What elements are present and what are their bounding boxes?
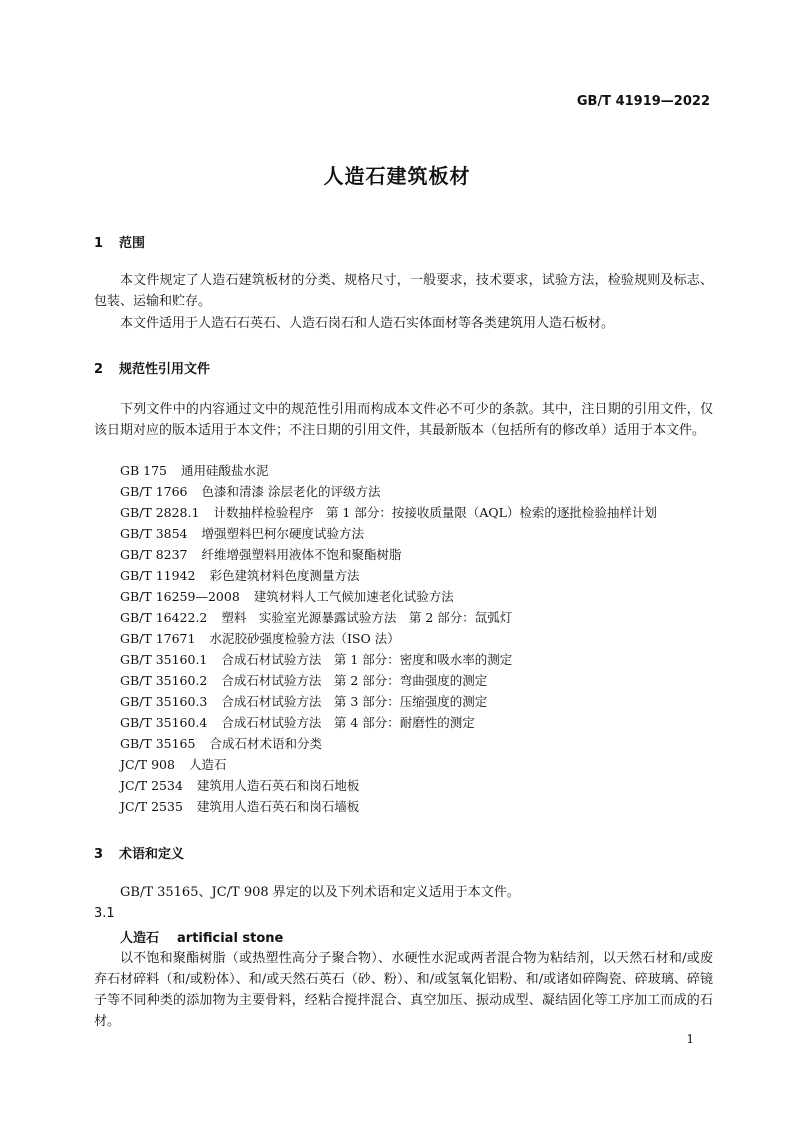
- reference-item: [120, 566, 359, 586]
- reference-item: [120, 713, 475, 733]
- reference-item: [120, 650, 512, 670]
- reference-code: GB/T 17671: [120, 631, 196, 646]
- reference-code: GB/T 16422.2: [120, 610, 208, 625]
- section-3-heading: [94, 843, 184, 862]
- section-1-heading: [94, 232, 145, 251]
- reference-item: [120, 545, 402, 565]
- term-name: [120, 927, 283, 946]
- term-number: 3.1: [94, 906, 115, 921]
- reference-item: [120, 797, 359, 817]
- reference-item: [120, 482, 381, 502]
- reference-title: 通用硅酸盐水泥: [181, 463, 269, 478]
- reference-code: GB/T 3854: [120, 526, 188, 541]
- reference-title: 计数抽样检验程序 第 1 部分：按接收质量限（AQL）检索的逐批检验抽样计划: [213, 505, 657, 520]
- reference-code: GB/T 11942: [120, 568, 196, 583]
- reference-item: [120, 734, 322, 754]
- scope-paragraph-2: 本文件适用于人造石石英石、人造石岗石和人造石实体面材等各类建筑用人造石板材。: [120, 316, 615, 331]
- reference-item: [120, 692, 487, 712]
- reference-item: [120, 608, 512, 628]
- standard-code: GB/T 41919—2022: [576, 94, 710, 109]
- reference-code: GB/T 35160.3: [120, 694, 208, 709]
- reference-title: 人造石: [188, 757, 227, 772]
- reference-title: 建筑材料人工气候加速老化试验方法: [253, 589, 454, 604]
- reference-item: [120, 461, 269, 481]
- reference-title: 合成石材试验方法 第 4 部分：耐磨性的测定: [221, 715, 475, 730]
- reference-title: 纤维增强塑料用液体不饱和聚酯树脂: [201, 547, 402, 562]
- reference-title: 建筑用人造石英石和岗石墙板: [196, 799, 360, 814]
- reference-code: GB/T 1766: [120, 484, 188, 499]
- reference-item: [120, 629, 400, 649]
- reference-item: [120, 755, 226, 775]
- reference-code: JC/T 908: [120, 757, 175, 772]
- reference-title: 增强塑料巴柯尔硬度试验方法: [201, 526, 365, 541]
- reference-title: 塑料 实验室光源暴露试验方法 第 2 部分：氙弧灯: [221, 610, 513, 625]
- term-name-cn: 人造石: [120, 931, 160, 946]
- section-number: 3: [94, 847, 104, 862]
- reference-item: [120, 671, 487, 691]
- reference-title: 水泥胶砂强度检验方法（ISO 法）: [209, 631, 400, 646]
- reference-title: 合成石材术语和分类: [209, 736, 322, 751]
- reference-code: GB/T 8237: [120, 547, 188, 562]
- section-number: 1: [94, 236, 104, 251]
- reference-item: [120, 776, 359, 796]
- reference-code: GB/T 35160.2: [120, 673, 208, 688]
- reference-code: GB/T 2828.1: [120, 505, 200, 520]
- reference-code: GB/T 35160.4: [120, 715, 208, 730]
- page-number: 1: [686, 1032, 694, 1046]
- section-number: 2: [94, 362, 104, 377]
- reference-code: JC/T 2534: [120, 778, 183, 793]
- reference-code: GB 175: [120, 463, 168, 478]
- reference-title: 合成石材试验方法 第 2 部分：弯曲强度的测定: [221, 673, 488, 688]
- section-title: 范围: [119, 236, 146, 251]
- reference-item: [120, 524, 364, 544]
- reference-code: JC/T 2535: [120, 799, 183, 814]
- reference-code: GB/T 16259—2008: [120, 589, 240, 604]
- reference-title: 彩色建筑材料色度测量方法: [209, 568, 360, 583]
- reference-item: [120, 587, 454, 607]
- reference-item: [120, 503, 657, 523]
- reference-code: GB/T 35160.1: [120, 652, 208, 667]
- references-intro: 下列文件中的内容通过文中的规范性引用而构成本文件必不可少的条款。其中，注日期的引用文件，仅该日期对应的版本适用于本文件；不注日期的引用文件，其最新版本（包括所有的修改单）适用于本文件。: [94, 402, 713, 438]
- reference-title: 色漆和清漆 涂层老化的评级方法: [201, 484, 381, 499]
- term-name-en: artificial stone: [177, 931, 284, 946]
- section-title: 术语和定义: [119, 847, 185, 862]
- reference-code: GB/T 35165: [120, 736, 196, 751]
- document-title: 人造石建筑板材: [323, 164, 471, 188]
- section-2-heading: [94, 358, 210, 377]
- term-definition: 以不饱和聚酯树脂（或热塑性高分子聚合物）、水硬性水泥或两者混合物为粘结剂，以天然石材和/或废弃石材碎料（和/或粉体）、和/或天然石英石（砂、粉）、和/或氢氧化铝粉、和/或诸如碎陶瓷、碎玻璃、碎镜子等不同种类的添加物为主要骨料，经粘合搅拌混合、真空加压、振动成型、凝结固化等工序加工而成的石材。: [94, 951, 713, 1029]
- reference-title: 合成石材试验方法 第 1 部分：密度和吸水率的测定: [221, 652, 513, 667]
- terms-intro: GB/T 35165、JC/T 908 界定的以及下列术语和定义适用于本文件。: [120, 885, 520, 900]
- section-title: 规范性引用文件: [119, 362, 211, 377]
- reference-title: 建筑用人造石英石和岗石地板: [196, 778, 360, 793]
- reference-title: 合成石材试验方法 第 3 部分：压缩强度的测定: [221, 694, 488, 709]
- scope-paragraph-1: 本文件规定了人造石建筑板材的分类、规格尺寸，一般要求，技术要求，试验方法，检验规则及标志、包装、运输和贮存。: [94, 273, 713, 309]
